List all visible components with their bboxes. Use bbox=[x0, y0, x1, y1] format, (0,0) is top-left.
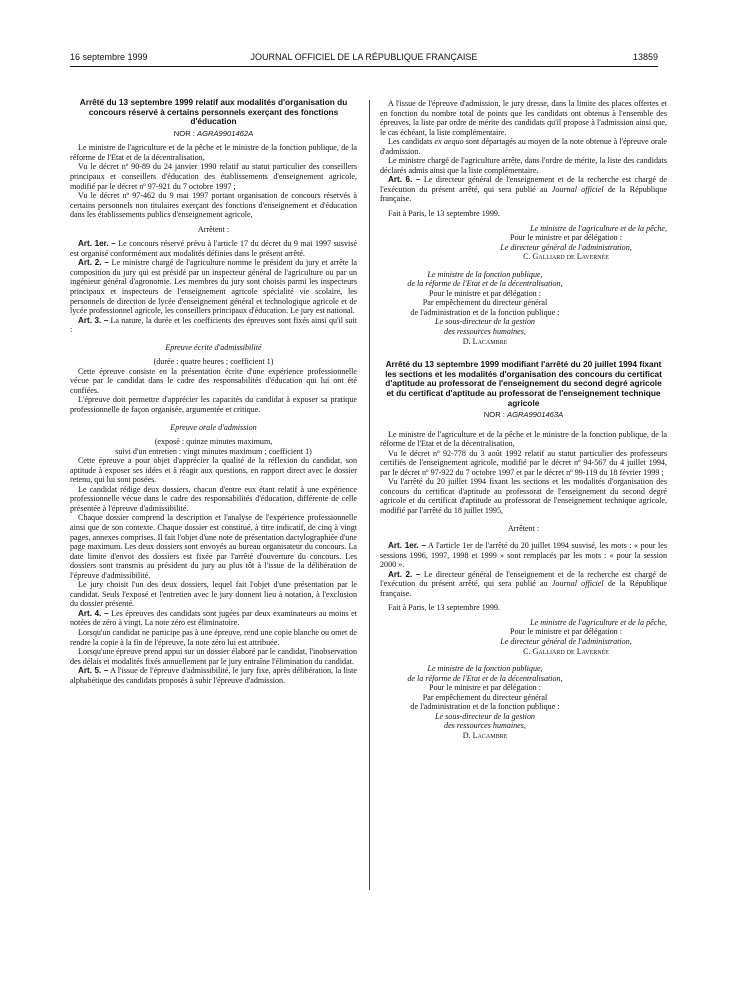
oral-exam-choice: Le jury choisit l'un des deux dossiers, lequel fait l'objet d'une présentation par le candidat. Seuls l'exposé et l'entretien avec le jury donnent lieu à notation, à l'exclusion du dossier présenté. bbox=[70, 580, 357, 609]
dossier-rule: Lorsqu'une épreuve prend appui sur un dossier élaboré par le candidat, l'inobservation des délais et modalités fixés annuellement par le jury entraîne l'élimination du candidat. bbox=[70, 647, 357, 666]
arretent-1: Arrêtent : bbox=[197, 224, 230, 234]
column-separator bbox=[369, 100, 370, 890]
written-exam-aim: L'épreuve doit permettre d'apprécier les capacités du candidat à exposer sa pratique professionnelle de façon organisée, argumentée et critique. bbox=[70, 395, 357, 414]
written-exam-terms: (durée : quatre heures ; coefficient 1) bbox=[153, 357, 274, 367]
left-column bbox=[70, 98, 357, 685]
decree-title-1: Arrêté du 13 septembre 1999 relatif aux modalités d'organisation du concours réservé à certains personnels exerçant des fonctions d'éducation bbox=[79, 97, 348, 127]
admitted-list: Le ministre chargé de l'agriculture arrête, dans l'ordre de mérite, la liste des candidats déclarés admis ainsi que la liste complémentaire. bbox=[380, 156, 667, 175]
arretent-2: Arrêtent : bbox=[507, 523, 540, 533]
header-rule bbox=[70, 66, 658, 67]
article-1: Art. 1er. – Le concours réservé prévu à l'article 17 du décret du 9 mai 1997 susvisé est organisé conformément aux modalités définies dans le présent arrêté. bbox=[70, 239, 357, 258]
visa-1: Vu le décret nº 90-89 du 24 janvier 1990 relatif au statut particulier des conseillers principaux et conseillers d'éducation des établissements d'enseignement agricole, modifié par le décret nº 97-921 du 7 octobre 1997 ; bbox=[70, 162, 357, 191]
ex-aequo-rule: Les candidats ex aequo sont départagés au moyen de la note obtenue à l'épreuve orale d'admission. bbox=[380, 137, 667, 156]
nor-reference-1: NOR : AGRA9901462A bbox=[173, 128, 254, 138]
article-2: Art. 2. – Le ministre chargé de l'agriculture nomme le président du jury et arrête la composition du jury qui est présidé par un inspecteur général de l'agriculture ou par un ingénieur général d'agronomie. Les membres du jury sont choisis parmi les inspecteurs principaux et inspecteurs de l'enseignement agricole spécialité vie scolaire, les personnels de direction de lycée d'enseignement général et technologique agricole et de lycée professionnel agricole, les conseillers principaux d'éducation. Le jury est national. bbox=[70, 258, 357, 316]
signature-block-3: Le ministre de l'agriculture et de la pêche, Pour le ministre et par délégation : Le directeur général de l'administration, C. Galliard de Lavernée bbox=[500, 617, 667, 656]
written-exam-title: Epreuve écrite d'admissibilité bbox=[165, 342, 262, 352]
absence-rule: Lorsqu'un candidat ne participe pas à une épreuve, rend une copie blanche ou omet de rendre la copie à la fin de l'épreuve, la note zéro lui est attribuée. bbox=[70, 628, 357, 647]
header-date: 16 septembre 1999 bbox=[70, 52, 148, 62]
article-5: Art. 5. – A l'issue de l'épreuve d'admissibilité, le jury fixe, après délibération, la liste alphabétique des candidats proposés à subir l'épreuve d'admission. bbox=[70, 666, 357, 685]
article-2-b: Art. 2. – Le directeur général de l'enseignement et de la recherche est chargé de l'exécution du présent arrêté, qui sera publié au Journal officiel de la République française. bbox=[380, 569, 667, 598]
article-6: Art. 6. – Le directeur général de l'enseignement et de la recherche est chargé de l'exécution du présent arrêté, qui sera publié au Journal officiel de la République française. bbox=[380, 175, 667, 204]
signature-block-1: Le ministre de l'agriculture et de la pêche, Pour le ministre et par délégation : Le directeur général de l'administration, C. Galliard de Lavernée bbox=[500, 223, 667, 262]
visa-2: Vu le décret nº 97-462 du 9 mai 1997 portant organisation de concours réservés à certains personnels non titulaires exerçant des fonctions d'enseignement et d'éducation dans les établissements publics d'enseignement agricole, bbox=[70, 191, 357, 220]
admission-list: A l'issue de l'épreuve d'admission, le jury dresse, dans la limite des places offertes et en fonction du nombre total de points que les candidats ont obtenus à l'ensemble des épreuves, la liste par ordre de mérite des candidats qu'il propose à l'admission ainsi que, le cas échéant, la liste complémentaire. bbox=[380, 99, 667, 137]
oral-exam-title: Epreuve orale d'admission bbox=[170, 422, 257, 432]
preamble-2: Le ministre de l'agriculture et de la pêche et le ministre de la fonction publique, de la réforme de l'Etat et de la décentralisation, bbox=[380, 429, 667, 449]
visa-4: Vu l'arrêté du 20 juillet 1994 fixant les sections et les modalités d'organisation des concours du certificat d'aptitude au professorat de l'enseignement du second degré agricole et du certificat d'aptitude au professorat de l'enseignement technique agricole, modifié par l'arrêté du 18 juillet 1995, bbox=[380, 477, 667, 516]
article-4: Art. 4. – Les épreuves des candidats sont jugées par deux examinateurs au moins et notées de zéro à vingt. La note zéro est éliminatoire. bbox=[70, 608, 357, 628]
page-header bbox=[70, 52, 658, 64]
done-at-1: Fait à Paris, le 13 septembre 1999. bbox=[388, 209, 500, 219]
signature-block-4: Le ministre de la fonction publique, de la réforme de l'Etat et de la décentralisation, Pour le ministre et par délégation : Par empêchement du directeur général de l'administration et de la fonction publique : Le sous-directeur de la gestion des ressources humaines, D. Lacambre bbox=[407, 664, 563, 740]
oral-exam-terms-2: suivi d'un entretien : vingt minutes maximum ; coefficient 1) bbox=[115, 446, 312, 456]
oral-exam-terms-1: (exposé : quinze minutes maximum, bbox=[154, 437, 273, 447]
article-1-b: Art. 1er. – A l'article 1er de l'arrêté du 20 juillet 1994 susvisé, les mots : « pour les sessions 1996, 1997, 1998 et 1999 » sont remplacés par les mots : « pour la session 2000 ». bbox=[380, 541, 667, 570]
oral-exam-desc: Cette épreuve a pour objet d'apprécier la qualité de la réflexion du candidat, son aptitude à exposer ses idées et à réagir aux questions, en rapport direct avec le dossier retenu, qui lui sont posées. bbox=[70, 456, 357, 485]
decree-title-2: Arrêté du 13 septembre 1999 modifiant l'arrêté du 20 juillet 1994 fixant les sections et les modalités d'organisation des concours du certificat d'aptitude au professorat de l'enseignement du second degré agricole et du certificat d'aptitude au professorat de l'enseignement technique agricole bbox=[385, 359, 662, 408]
preamble: Le ministre de l'agriculture et de la pêche et le ministre de la fonction publique, de la réforme de l'Etat et de la décentralisation, bbox=[70, 143, 357, 162]
visa-3: Vu le décret nº 92-778 du 3 août 1992 relatif au statut particulier des professeurs certifiés de l'enseignement agricole, modifié par le décret nº 94-567 du 4 juillet 1994, par le décret nº 97-922 du 7 octobre 1997 et par le décret nº 99-119 du 18 février 1999 ; bbox=[380, 448, 667, 477]
nor-reference-2: NOR : AGRA9901463A bbox=[483, 410, 564, 420]
done-at-2: Fait à Paris, le 13 septembre 1999. bbox=[388, 603, 500, 613]
header-journal-title: JOURNAL OFFICIEL DE LA RÉPUBLIQUE FRANÇAISE bbox=[250, 52, 478, 62]
oral-exam-dossiers: Le candidat rédige deux dossiers, chacun d'entre eux étant relatif à une expérience professionnelle vécue dans le cadre des responsabilités d'éducation, différente de celle présentée à l'épreuve d'admissibilité. bbox=[70, 484, 357, 513]
header-page-number: 13859 bbox=[632, 52, 658, 62]
signature-block-2: Le ministre de la fonction publique, de la réforme de l'Etat et de la décentralisation, Pour le ministre et par délégation : Par empêchement du directeur général de l'administration et de la fonction publique : Le sous-directeur de la gestion des ressources humaines, D. Lacambre bbox=[407, 269, 563, 346]
article-3: Art. 3. – La nature, la durée et les coefficients des épreuves sont fixés ainsi qu'il suit : bbox=[70, 315, 357, 335]
written-exam-desc: Cette épreuve consiste en la présentation écrite d'une expérience professionnelle vécue par le candidat dans le cadre des responsabilités d'éducation qui lui ont été confiées. bbox=[70, 366, 357, 395]
right-column bbox=[380, 99, 667, 741]
oral-exam-dossier-content: Chaque dossier comprend la description et l'analyse de l'expérience professionnelle ainsi que de son contexte. Chaque dossier est constitué, à titre indicatif, de cinq à vingt pages, annexes comprises. Il fait l'objet d'une note de présentation dactylographiée d'une page maximum. Les deux dossiers sont envoyés au bureau organisateur du concours. La date limite d'envoi des dossiers est fixée par l'arrêté d'ouverture du concours. Les dossiers sont transmis au président du jury au plus tôt à l'issue de la délibération de l'épreuve d'admissibilité. bbox=[70, 513, 357, 580]
